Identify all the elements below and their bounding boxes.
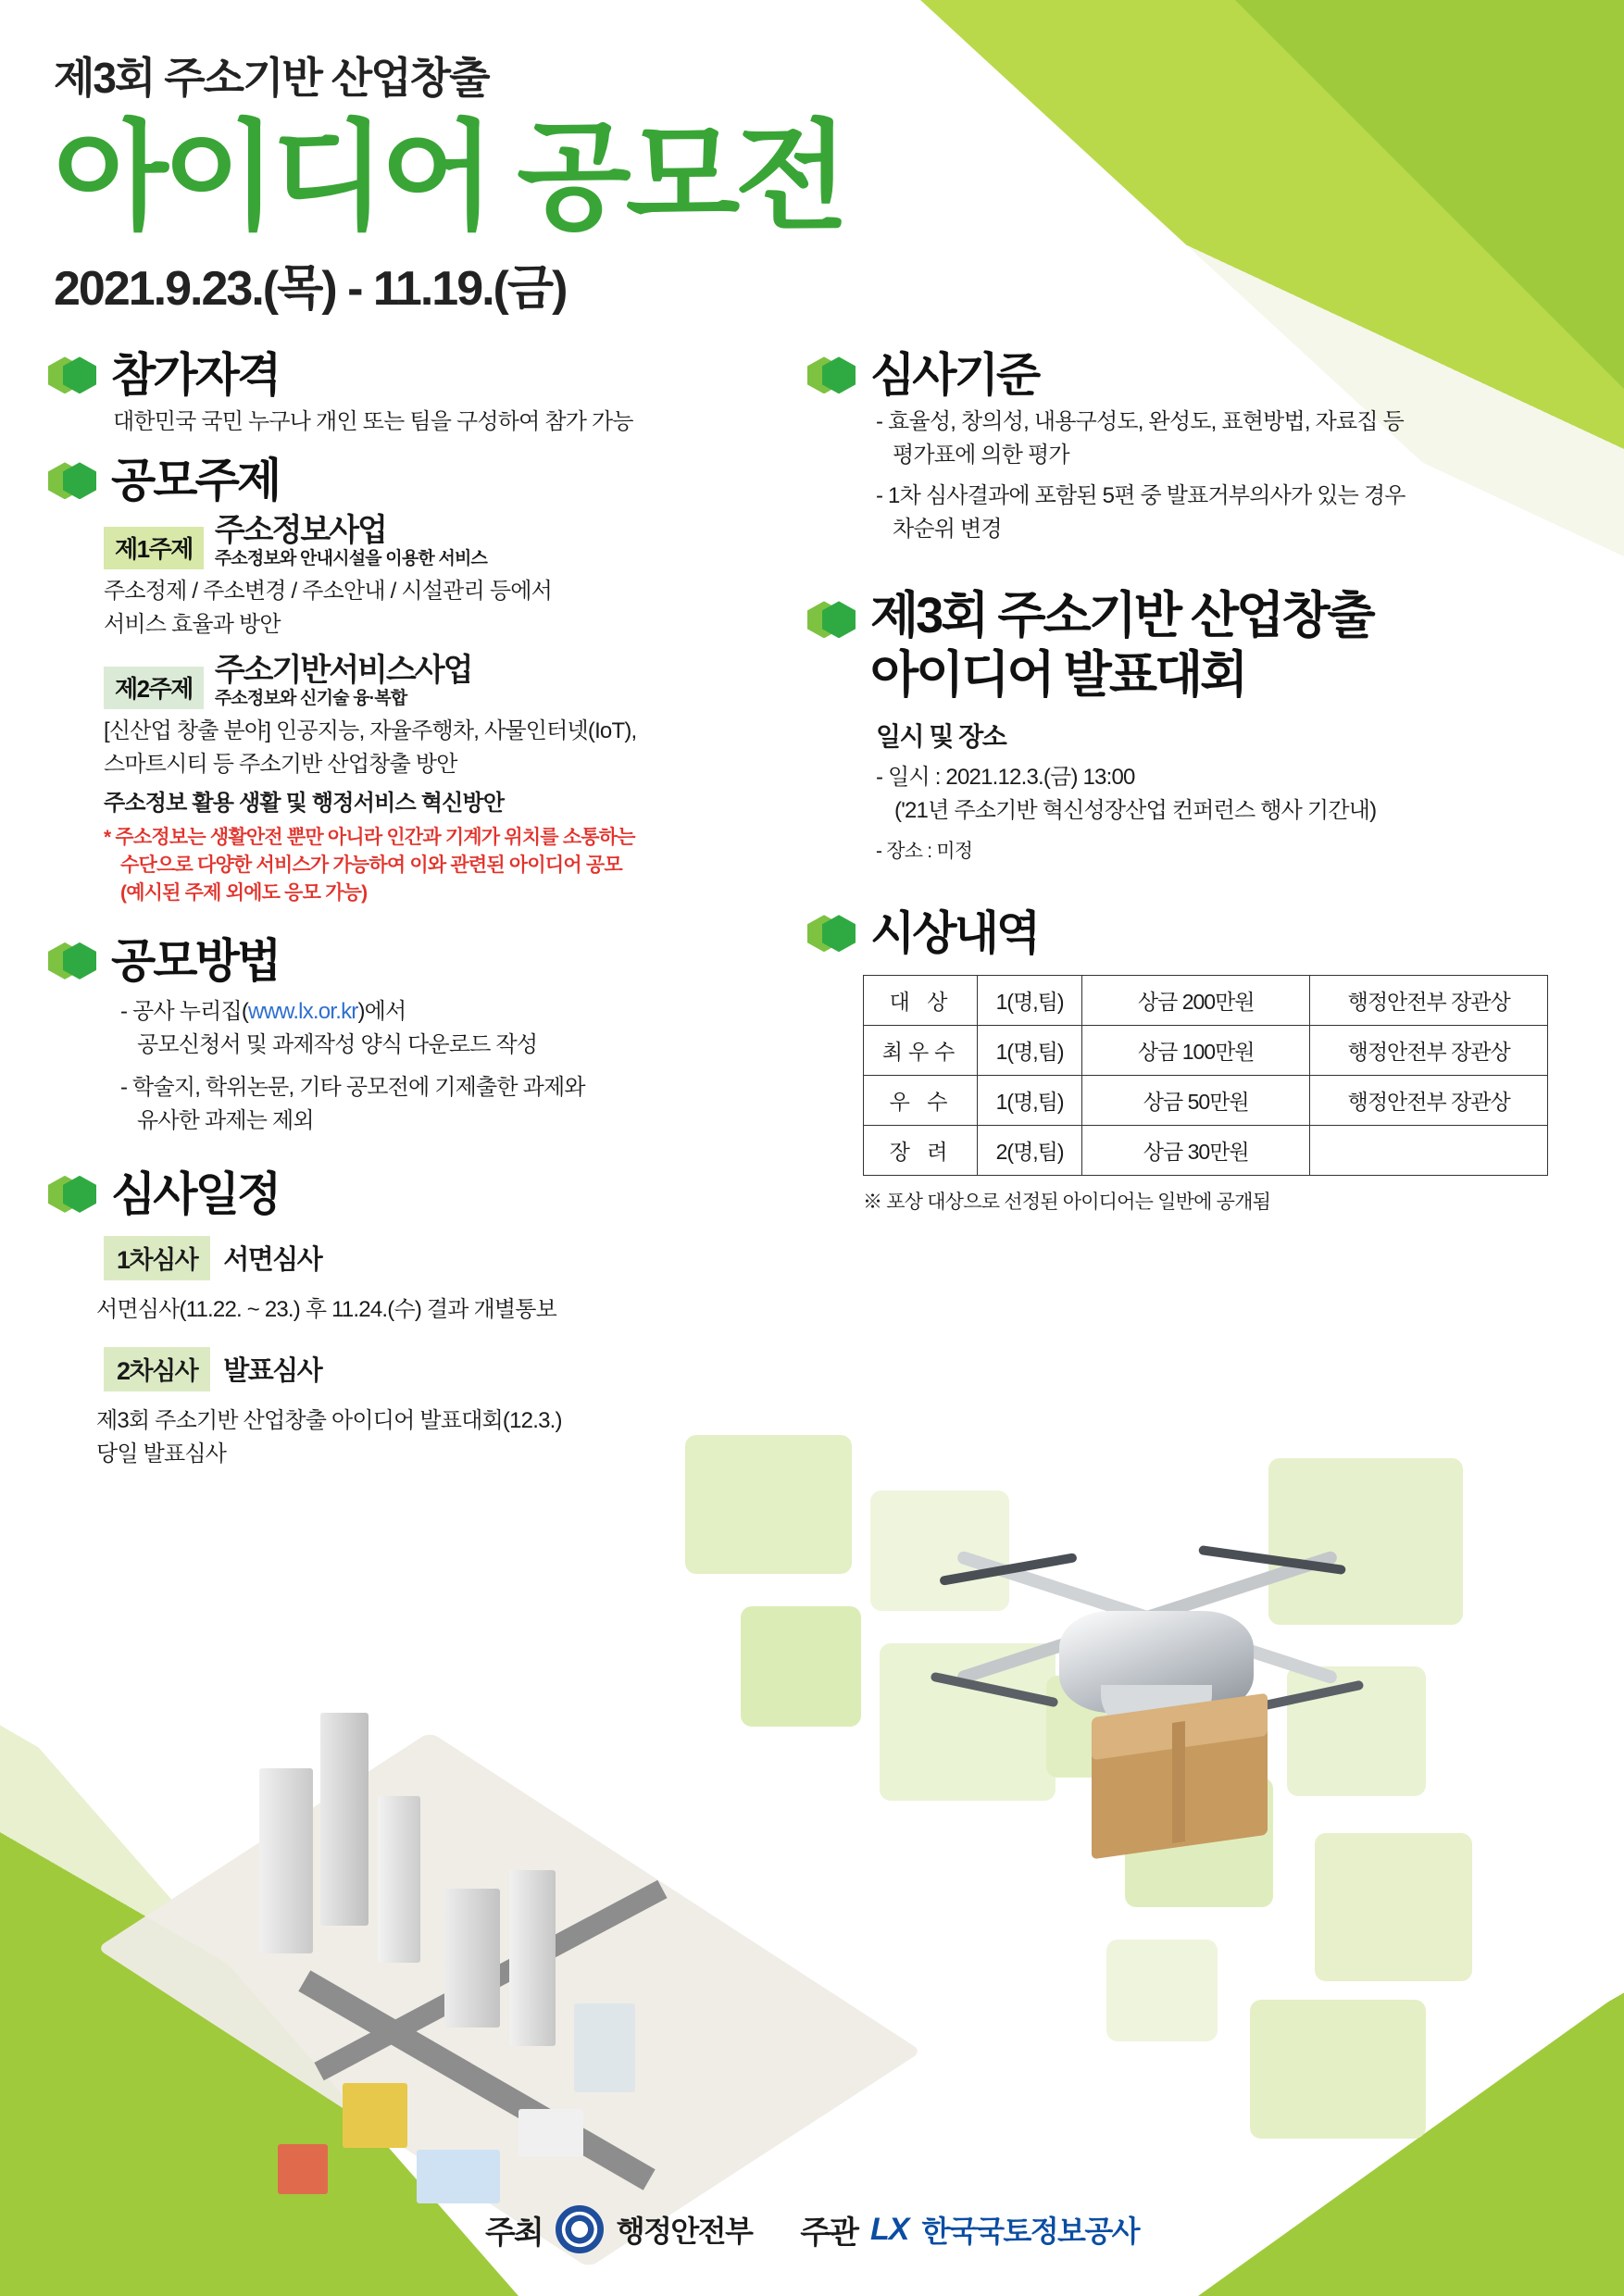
criteria-item-2-line1: - 1차 심사결과에 포함된 5편 중 발표거부의사가 있는 경우 [876,483,1405,509]
eligibility-text: 대한민국 국민 누구나 개인 또는 팀을 구성하여 참가 가능 [113,409,633,435]
theme-2-chip: 제2주제 [104,667,204,709]
hexagon-bullet-icon [807,594,857,644]
round-1-desc: 서면심사(11.22. ~ 23.) 후 11.24.(수) 결과 개별통보 [96,1296,557,1322]
theme-2-row [104,652,780,709]
method-item-1-detail: 공모신청서 및 과제작성 양식 다운로드 작성 [137,1031,538,1057]
prize-grade: 장 려 [864,1126,978,1176]
table-row [864,1026,1548,1076]
round-1-row [104,1236,780,1280]
section-method [48,936,780,1138]
poster-header [0,0,1624,318]
hexagon-bullet-icon [807,350,857,400]
prize-award: 행정안전부 장관상 [1310,1026,1548,1076]
section-heading: 공모주제 [111,455,280,507]
hexagon-bullet-icon [48,936,98,986]
prize-grade: 대 상 [864,976,978,1026]
contest-datetime: - 일시 : 2021.12.3.(금) 13:00 [876,764,1135,790]
prize-note: ※ 포상 대상으로 선정된 아이디어는 일반에 공개됨 [863,1192,1271,1214]
round-2-chip: 2차심사 [104,1347,210,1391]
prize-count: 1(명,팀) [978,976,1082,1026]
theme-1-desc-line1: 주소정제 / 주소변경 / 주소안내 / 시설관리 등에서 [104,578,552,604]
prize-count: 2(명,팀) [978,1126,1082,1176]
poster-date-range: 2021.9.23.(목) - 11.19.(금) [54,262,567,317]
poster-title: 아이디어 공모전 [54,111,844,243]
prize-grade: 최우수 [864,1026,978,1076]
right-column [780,350,1576,1478]
hexagon-bullet-icon [807,908,857,958]
section-contest [807,587,1576,866]
organizer-name: 한국국토정보공사 [921,2215,1139,2248]
section-heading: 심사일정 [111,1167,280,1220]
section-schedule [48,1169,780,1471]
section-heading: 시상내역 [870,907,1039,960]
prize-award [1310,1126,1548,1176]
table-row [864,976,1548,1026]
theme-2-highlight: 주소정보 활용 생활 및 행정서비스 혁신방안 [104,790,505,816]
contest-heading-line2: 아이디어 발표대회 [870,647,1246,704]
prize-amount: 상금 200만원 [1082,976,1310,1026]
hexagon-bullet-icon [48,1169,98,1219]
round-2-row [104,1347,780,1391]
theme-2-subtitle: 주소정보와 신기술 융·복합 [214,688,407,708]
organizer-block [800,2207,1139,2252]
section-prize [807,908,1576,1215]
theme-1-name: 주소정보사업 [214,513,386,549]
host-label: 주최 [485,2215,543,2251]
round-2-desc-line1: 제3회 주소기반 산업창출 아이디어 발표대회(12.3.) [96,1407,562,1433]
theme-1-subtitle: 주소정보와 안내시설을 이용한 서비스 [214,549,488,569]
theme-1-chip: 제1주제 [104,527,204,569]
method-item-1-post: )에서 [357,998,406,1024]
host-name: 행정안전부 [616,2215,753,2248]
criteria-item-2-line2: 차순위 변경 [893,517,1002,543]
section-eligibility [48,350,780,439]
contest-venue: - 장소 : 미정 [876,840,973,862]
prize-count: 1(명,팀) [978,1076,1082,1126]
criteria-item-1-line2: 평가표에 의한 평가 [893,443,1069,468]
lx-logo-icon: LX [870,2211,909,2247]
contest-subheading: 일시 및 장소 [876,721,1006,751]
prize-grade: 우 수 [864,1076,978,1126]
method-item-1-pre: - 공사 누리집( [120,998,249,1024]
round-1-name: 서면심사 [223,1245,322,1276]
theme-2-name: 주소기반서비스사업 [214,652,472,688]
section-heading: 공모방법 [111,934,280,987]
theme-1-row [104,515,780,569]
section-heading: 참가자격 [111,349,280,402]
prize-award: 행정안전부 장관상 [1310,1076,1548,1126]
method-item-2-line2: 유사한 과제는 제외 [137,1107,314,1133]
section-criteria [807,350,1576,546]
theme-2-desc-line2: 스마트시티 등 주소기반 산업창출 방안 [104,751,457,777]
table-row [864,1076,1548,1126]
prize-amount: 상금 30만원 [1082,1126,1310,1176]
topic-note-line1: * 주소정보는 생활안전 뿐만 아니라 인간과 기계가 위치를 소통하는 [104,826,635,848]
left-column [48,350,780,1478]
round-1-chip: 1차심사 [104,1236,210,1280]
prize-award: 행정안전부 장관상 [1310,976,1548,1026]
theme-2-desc-line1: [신산업 창출 분야] 인공지능, 자율주행차, 사물인터넷(IoT), [104,718,637,743]
poster-subtitle: 제3회 주소기반 산업창출 [54,54,489,102]
section-heading: 심사기준 [870,349,1039,402]
table-row [864,1126,1548,1176]
government-emblem-icon [556,2205,604,2253]
prize-amount: 상금 50만원 [1082,1076,1310,1126]
footer-organizations [0,2205,1624,2253]
contest-heading-line1: 제3회 주소기반 산업창출 [870,588,1373,644]
round-2-desc-line2: 당일 발표심사 [96,1441,227,1466]
topic-note-line2: 수단으로 다양한 서비스가 가능하여 이와 관련된 아이디어 공모 [120,854,622,876]
prize-table [863,975,1548,1176]
hexagon-bullet-icon [48,350,98,400]
section-topics [48,455,780,907]
method-item-1 [120,995,780,1029]
topic-note-line3: (예시된 주제 외에도 응모 가능) [120,882,368,905]
organizer-label: 주관 [800,2215,857,2251]
prize-amount: 상금 100만원 [1082,1026,1310,1076]
host-block [485,2205,752,2253]
criteria-item-1-line1: - 효율성, 창의성, 내용구성도, 완성도, 표현방법, 자료집 등 [876,409,1405,435]
method-item-2-line1: - 학술지, 학위논문, 기타 공모전에 기제출한 과제와 [120,1074,585,1100]
prize-count: 1(명,팀) [978,1026,1082,1076]
hexagon-bullet-icon [48,455,98,505]
method-link[interactable]: www.lx.or.kr [248,998,358,1024]
round-2-name: 발표심사 [223,1356,322,1387]
theme-1-desc-line2: 서비스 효율과 방안 [104,611,281,637]
contest-datetime-note: ('21년 주소기반 혁신성장산업 컨퍼런스 행사 기간내) [894,797,1377,823]
